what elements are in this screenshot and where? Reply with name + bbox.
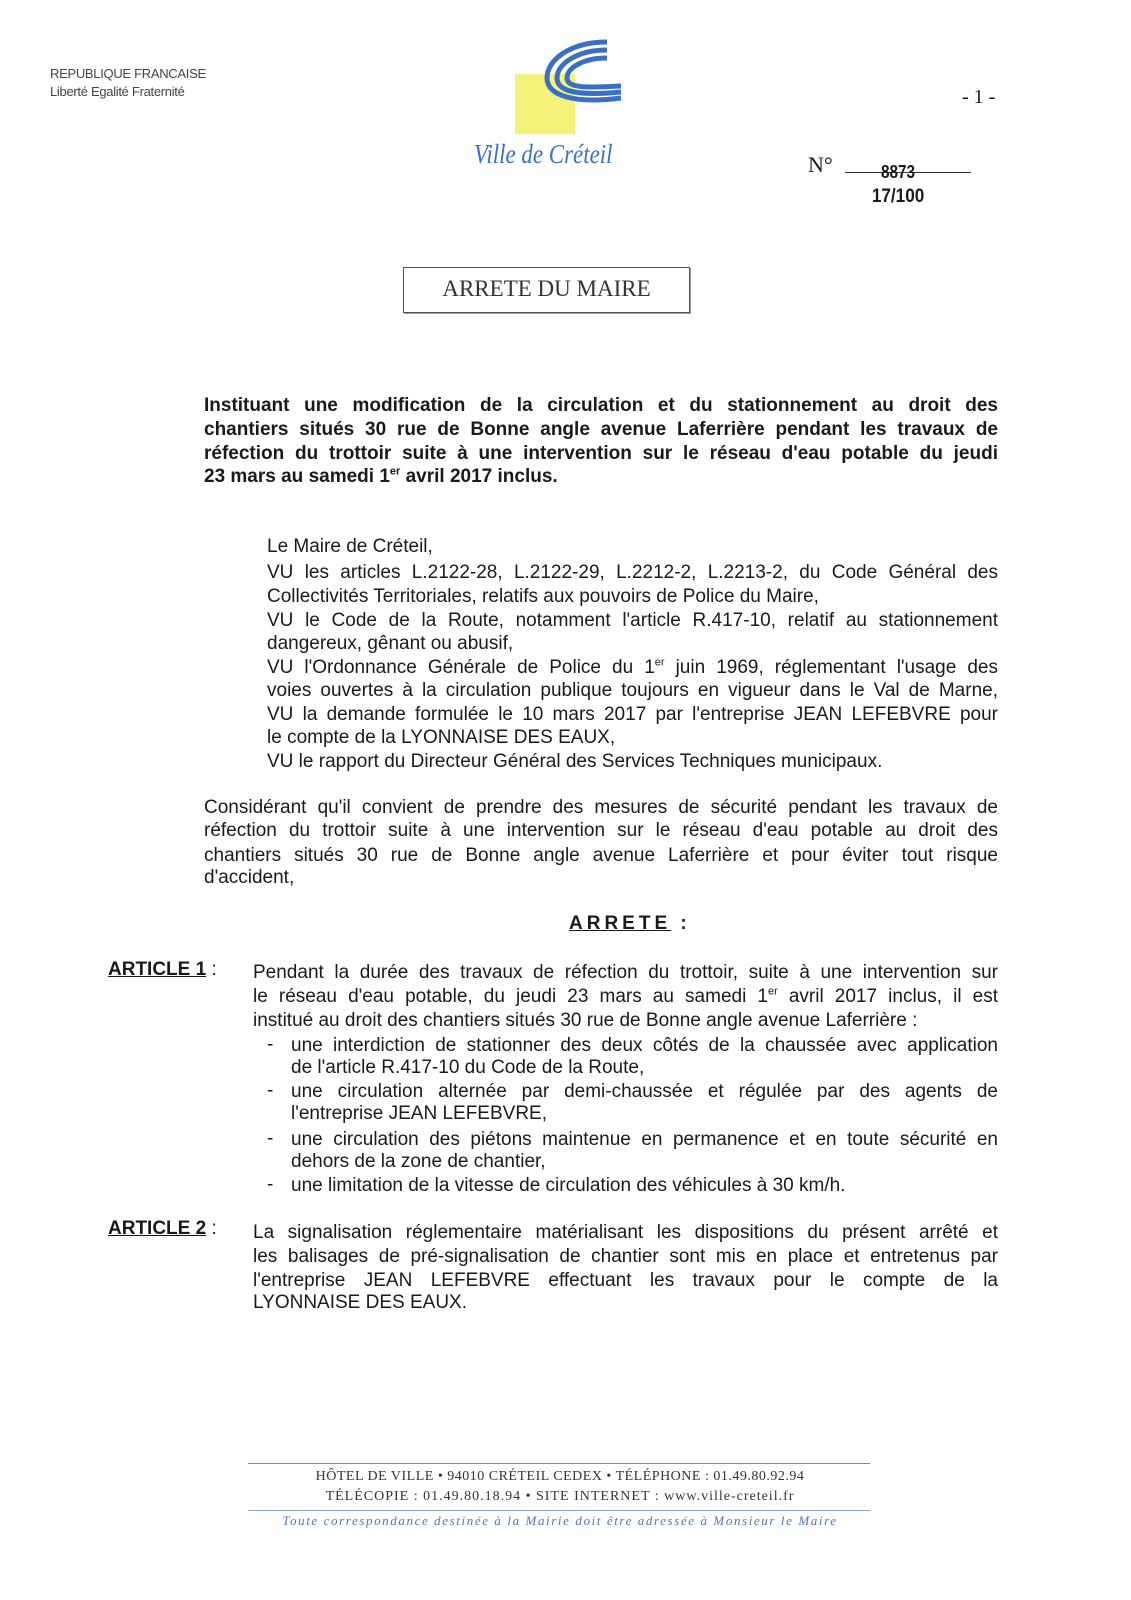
- bullet-line: une interdiction de stationner des deux côtés de la chaussée avec application: [291, 1035, 998, 1056]
- bullet-line: de l'article R.417-10 du Code de la Route,: [291, 1057, 645, 1078]
- article-2-line: les balisages de pré-signalisation de chantier sont mis en place et entretenus par: [253, 1246, 998, 1267]
- republic-label: REPUBLIQUE FRANCAISE: [50, 66, 206, 81]
- title-text: ARRETE DU MAIRE: [442, 276, 651, 301]
- article-2-line: La signalisation réglementaire matérialisant les dispositions du présent arrêté et: [253, 1222, 998, 1243]
- bullet-dash: -: [267, 1034, 274, 1055]
- subject-line: réfection du trottoir suite à une intervention sur le réseau d'eau potable du jeudi: [204, 443, 998, 464]
- considerant-line: réfection du trottoir suite à une intervention sur le réseau d'eau potable au droit des: [204, 820, 998, 841]
- motto: Liberté Egalité Fraternité: [50, 84, 185, 99]
- considerant-line: chantiers situés 30 rue de Bonne angle avenue Laferrière et pour éviter tout risque: [204, 845, 998, 866]
- visa-line: le compte de la LYONNAISE DES EAUX,: [267, 727, 616, 748]
- visa-line: VU l'Ordonnance Générale de Police du 1er juin 1969, réglementant l'usage des: [267, 656, 998, 678]
- number-label: N°: [808, 152, 833, 177]
- article-1-line: Pendant la durée des travaux de réfection du trottoir, suite à une intervention sur: [253, 962, 998, 983]
- article-1-line: institué au droit des chantiers situés 30 rue de Bonne angle avenue Laferrière :: [253, 1010, 918, 1031]
- article-2-line: l'entreprise JEAN LEFEBVRE effectuant les travaux pour le compte de la: [253, 1270, 998, 1291]
- arrete-number: 17/100: [871, 186, 925, 207]
- number-struck: 8873: [881, 162, 916, 182]
- bullet-line: une circulation alternée par demi-chaussée et régulée par des agents de: [291, 1081, 998, 1102]
- article-2-label: ARTICLE 2 :: [108, 1218, 217, 1239]
- article-1-label: ARTICLE 1 :: [108, 959, 217, 980]
- footer-address: HÔTEL DE VILLE • 94010 CRÉTEIL CEDEX • TÉLÉPHONE : 01.49.80.92.94: [315, 1469, 805, 1484]
- bullet-line: l'entreprise JEAN LEFEBVRE,: [291, 1103, 547, 1124]
- visa-line: dangereux, gênant ou abusif,: [267, 633, 514, 654]
- document-title: [403, 267, 690, 313]
- considerant-line: Considérant qu'il convient de prendre des mesures de sécurité pendant les travaux de: [204, 797, 998, 818]
- city-name: Ville de Créteil: [474, 139, 613, 169]
- page-number: - 1 -: [962, 86, 996, 108]
- footer-note: Toute correspondance destinée à la Mairie doit être adressée à Monsieur le Maire: [282, 1513, 838, 1528]
- bullet-line: une limitation de la vitesse de circulation des véhicules à 30 km/h.: [291, 1175, 846, 1196]
- arrete-heading: ARRETE :: [569, 913, 691, 934]
- footer-divider: [248, 1463, 870, 1464]
- visa-line: VU la demande formulée le 10 mars 2017 par l'entreprise JEAN LEFEBVRE pour: [267, 704, 998, 725]
- visa-line: Le Maire de Créteil,: [267, 536, 433, 557]
- subject-line: Instituant une modification de la circulation et du stationnement au droit des: [204, 395, 998, 416]
- visa-line: voies ouvertes à la circulation publique toujours en vigueur dans le Val de Marne,: [267, 680, 998, 701]
- bullet-dash: -: [267, 1080, 274, 1101]
- bullet-line: dehors de la zone de chantier,: [291, 1151, 546, 1172]
- visa-line: Collectivités Territoriales, relatifs aux pouvoirs de Police du Maire,: [267, 586, 819, 607]
- subject-line: 23 mars au samedi 1er avril 2017 inclus.: [204, 465, 558, 487]
- article-2-line: LYONNAISE DES EAUX.: [253, 1292, 467, 1313]
- footer-divider: [248, 1510, 870, 1511]
- subject-line: chantiers situés 30 rue de Bonne angle avenue Laferrière pendant les travaux de: [204, 419, 998, 440]
- visa-line: VU les articles L.2122-28, L.2122-29, L.2212-2, L.2213-2, du Code Général des: [267, 562, 998, 583]
- considerant-line: d'accident,: [204, 867, 295, 888]
- article-1-line: le réseau d'eau potable, du jeudi 23 mars au samedi 1er avril 2017 inclus, il est: [253, 985, 998, 1007]
- visa-line: VU le Code de la Route, notamment l'article R.417-10, relatif au stationnement: [267, 610, 998, 631]
- bullet-dash: -: [267, 1174, 274, 1195]
- city-logo: [515, 38, 635, 138]
- visa-line: VU le rapport du Directeur Général des Services Techniques municipaux.: [267, 751, 883, 772]
- bullet-dash: -: [267, 1128, 274, 1149]
- footer-contact: TÉLÉCOPIE : 01.49.80.18.94 • SITE INTERNET : www.ville-creteil.fr: [325, 1489, 795, 1504]
- bullet-line: une circulation des piétons maintenue en permanence et en toute sécurité en: [291, 1129, 998, 1150]
